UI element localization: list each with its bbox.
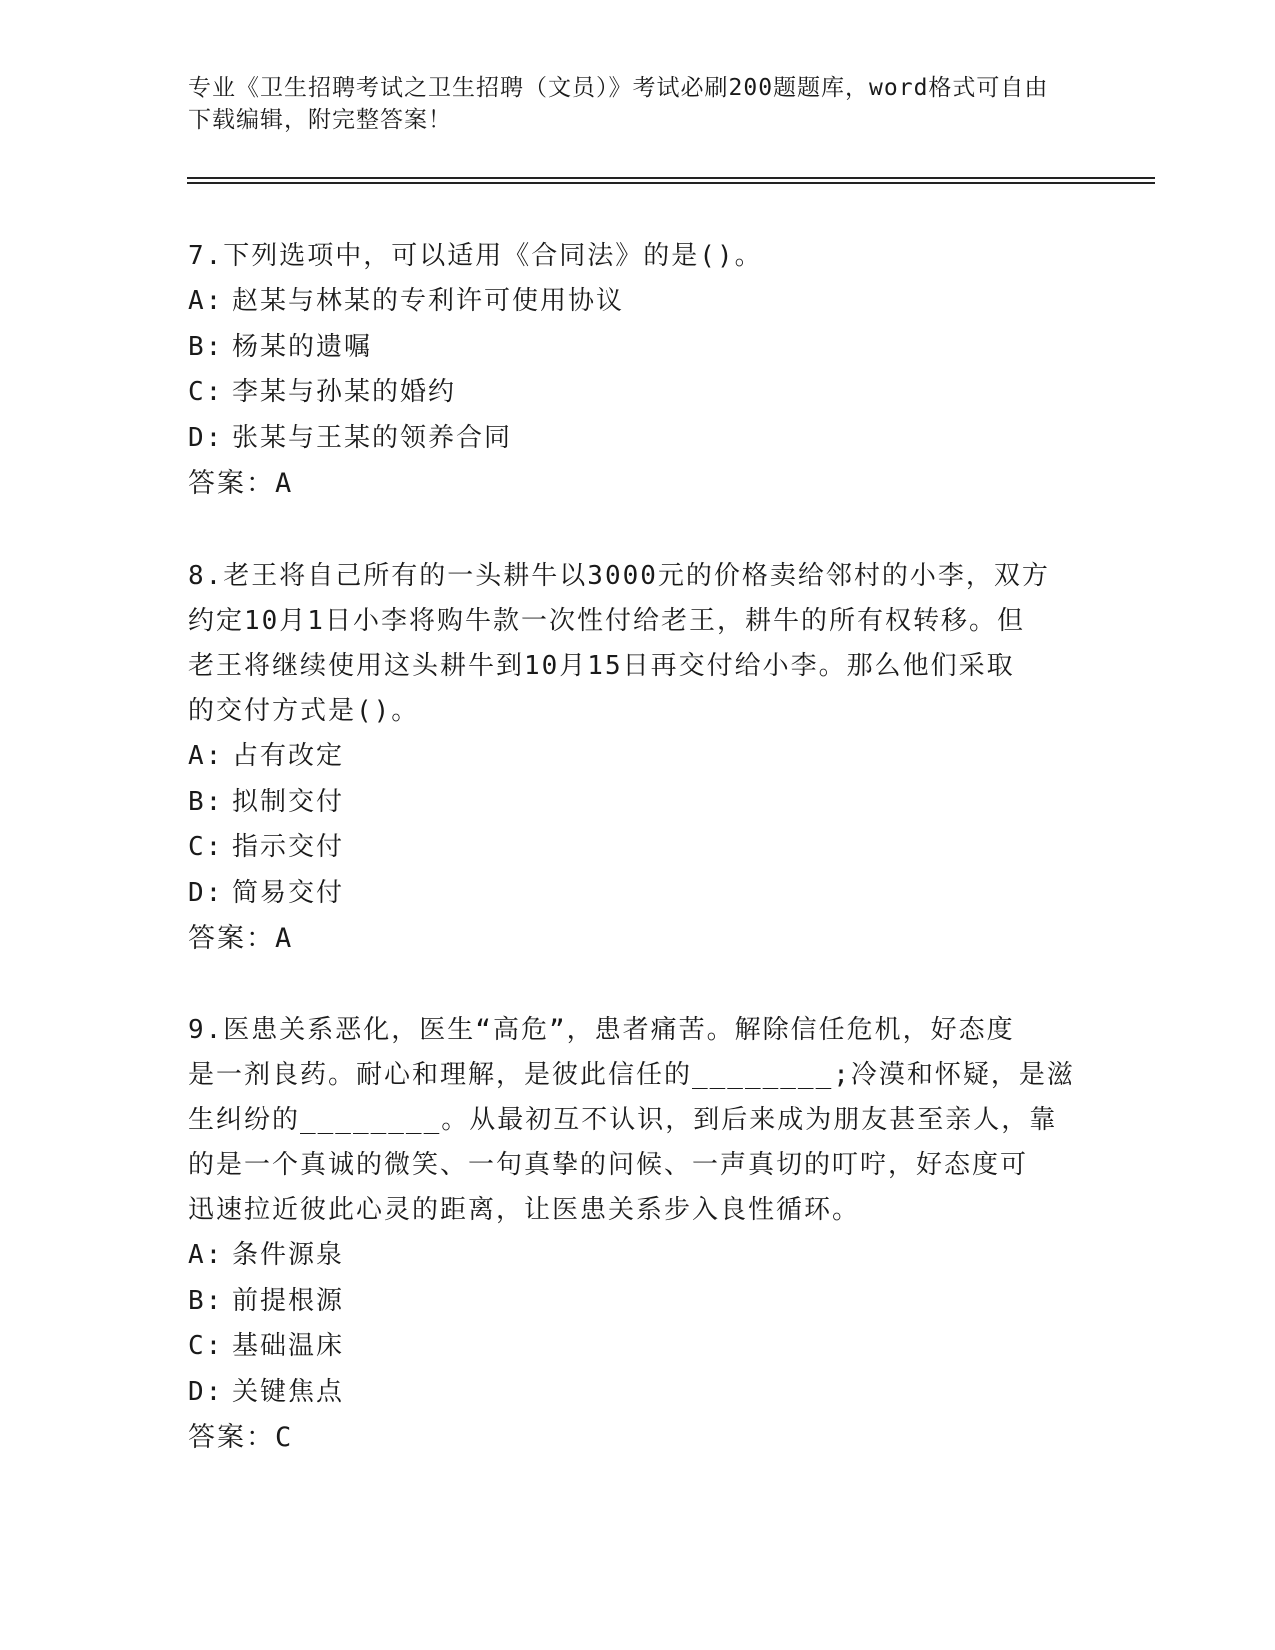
option-b [188,325,1088,371]
answer-label: 答案：C [188,1422,294,1453]
option-text: 拟制交付 [232,786,345,817]
question-7 [188,234,1088,506]
question-stem-line: 9.医患关系恶化，医生“高危”，患者痛苦。解除信任危机，好态度 [188,1015,1015,1045]
option-text: 张某与王某的领养合同 [232,422,513,453]
question-stem-line: 的交付方式是()。 [188,696,420,726]
question-9 [188,1008,1088,1460]
option-text: 基础温床 [232,1331,345,1361]
header-divider-top [187,177,1155,179]
option-b [188,1279,1088,1325]
option-key: A: [188,286,224,316]
question-stem-line: 老王将继续使用这头耕牛到10月15日再交付给小李。那么他们采取 [188,651,1015,681]
option-text: 赵某与林某的专利许可使用协议 [232,286,625,316]
option-a [188,279,1088,325]
option-text: 关键焦点 [232,1376,345,1407]
question-8 [188,554,1088,961]
option-key: B: [188,1285,224,1316]
option-a [188,734,1088,780]
option-c [188,825,1088,871]
question-stem-line: 约定10月1日小李将购牛款一次性付给老王，耕牛的所有权转移。但 [188,606,1025,636]
question-stem-line: 迅速拉近彼此心灵的距离，让医患关系步入良性循环。 [188,1195,861,1225]
question-stem-line: 是一剂良药。耐心和理解，是彼此信任的________;冷漠和怀疑，是滋 [188,1060,1075,1090]
option-text: 占有改定 [232,741,345,771]
header-divider-bottom [187,182,1155,184]
option-key: D: [188,877,224,908]
document-intro: 专业《卫生招聘考试之卫生招聘（文员）》考试必刷200题题库，word格式可自由下载编辑，附完整答案！ [188,75,1049,133]
option-d [188,416,1088,462]
option-text: 指示交付 [232,832,345,862]
option-key: C: [188,1331,224,1361]
option-c [188,1324,1088,1370]
option-key: B: [188,331,224,362]
question-stem: 7.下列选项中，可以适用《合同法》的是()。 [188,241,763,271]
option-text: 李某与孙某的婚约 [232,377,457,407]
question-stem-line: 的是一个真诚的微笑、一句真挚的问候、一声真切的叮咛，好态度可 [188,1150,1029,1180]
option-text: 杨某的遗嘱 [232,331,373,362]
option-text: 条件源泉 [232,1240,345,1270]
answer-label: 答案：A [188,468,294,499]
option-key: C: [188,832,224,862]
question-stem-line: 8.老王将自己所有的一头耕牛以3000元的价格卖给邻村的小李，双方 [188,561,1050,591]
option-d [188,1370,1088,1416]
option-key: A: [188,741,224,771]
option-text: 简易交付 [232,877,345,908]
option-b [188,780,1088,826]
option-key: D: [188,1376,224,1407]
option-key: C: [188,377,224,407]
question-stem-line: 生纠纷的________。从最初互不认识，到后来成为朋友甚至亲人，靠 [188,1105,1058,1135]
option-key: A: [188,1240,224,1270]
option-key: D: [188,422,224,453]
option-a [188,1233,1088,1279]
option-c [188,370,1088,416]
answer-label: 答案：A [188,923,294,954]
option-text: 前提根源 [232,1285,345,1316]
option-key: B: [188,786,224,817]
option-d [188,871,1088,917]
